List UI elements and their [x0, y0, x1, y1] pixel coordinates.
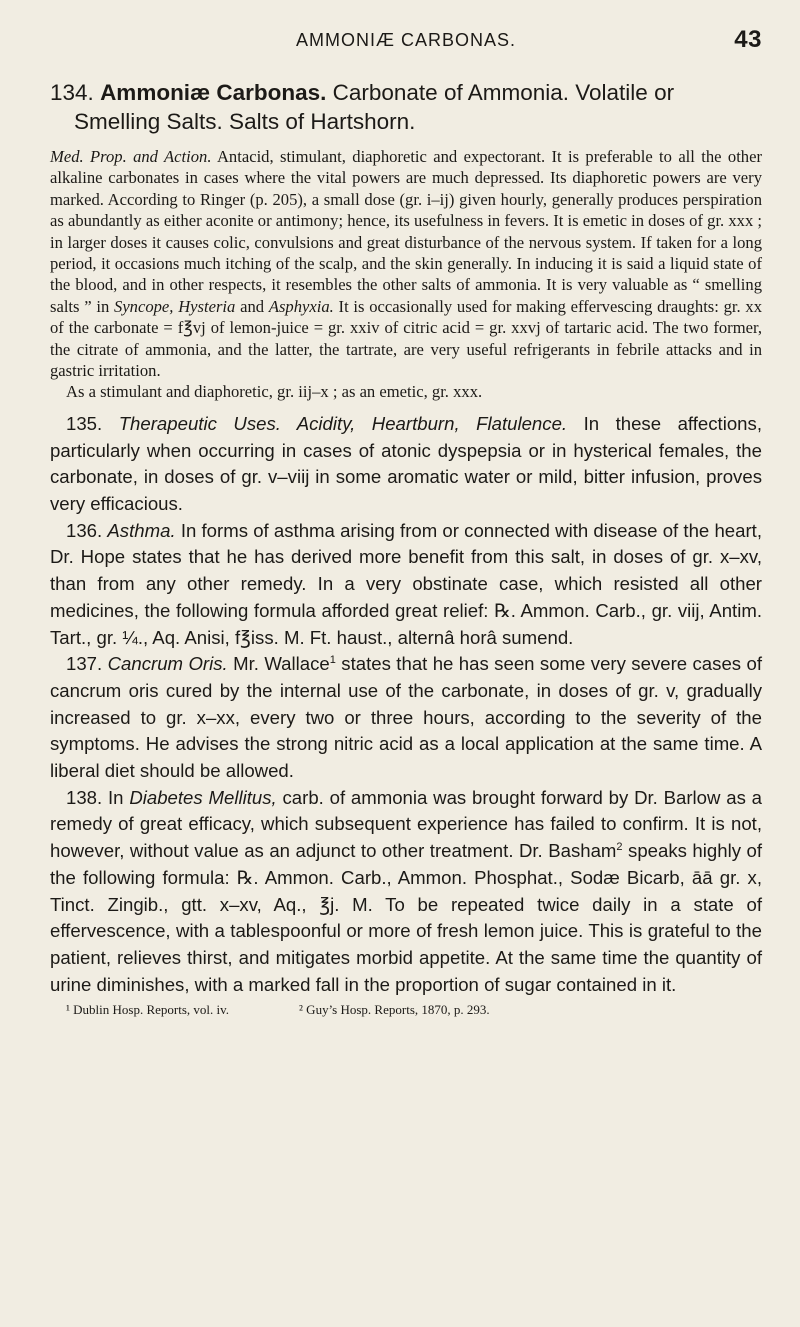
- section-138-text-a: carb. of ammonia was brought forward by Dr. Barlow as a remedy of great efficacy, which subsequent experience has failed to confirm. It is not, however, without value as an adjunct to other treatment. Dr. Basham: [50, 786, 763, 862]
- entry-synonyms: Carbonate of Ammonia. Volatile or Smelling Salts. Salts of Hartshorn.: [74, 80, 675, 134]
- footnote-ref-1: 1: [329, 654, 336, 667]
- section-136-number: 136.: [66, 519, 103, 541]
- section-136-text: In forms of asthma arising from or connected with disease of the heart, Dr. Hope states that he has derived more benefit from this salt, in doses of gr. x–xv, than from any other remedy. In a very obstinate case, which resisted all other medicines, the following formula afforded great relief: ℞. Ammon. Carb., gr. viij, Antim. Tart., gr. ¼., Aq. Anisi, f℥iss. M. Ft. haust., alternâ horâ sumend.: [50, 519, 762, 648]
- page-number: 43: [734, 26, 762, 53]
- properties-italic-last: Asphyxia.: [268, 296, 334, 316]
- properties-and: and: [240, 296, 265, 316]
- section-138-number: 138.: [66, 786, 103, 808]
- section-135-title: Therapeutic Uses. Acidity, Heartburn, Flatulence.: [118, 412, 568, 434]
- footnotes: [50, 1002, 762, 1018]
- section-138-title: Diabetes Mellitus,: [129, 786, 277, 808]
- section-137-text-b: states that he has seen some very severe cases of cancrum oris cured by the internal use of the carbonate, in doses of gr. v, gradually increased to gr. x–xx, every two or three hours, according to the severity of the symptoms. He advises the strong nitric acid as a local application at the same time. A liberal diet should be allowed.: [50, 653, 762, 782]
- properties-label: Med. Prop. and Action.: [50, 147, 212, 166]
- footnote-2: ² Guy’s Hosp. Reports, 1870, p. 293.: [299, 1002, 490, 1018]
- section-137-number: 137.: [66, 653, 103, 675]
- footnote-1: ¹ Dublin Hosp. Reports, vol. iv.: [66, 1002, 230, 1018]
- section-136: [50, 518, 762, 652]
- dose-line: As a stimulant and diaphoretic, gr. iij–x ; as an emetic, gr. xxx.: [66, 382, 483, 402]
- properties-text: Antacid, stimulant, diaphoretic and expectorant. It is preferable to all the other alkaline carbonates in cases where the vital powers are much depressed. Its diaphoretic powers are very marked. According to Ringer (p. 205), a small dose (gr. i–ij) given hourly, generally produces perspiration as abundantly as either aconite or antimony; hence, its usefulness in fevers. It is emetic in doses of gr. xxx ; in larger doses it causes colic, convulsions and great disturbance of the nervous system. If taken for a long period, it occasions much itching of the scalp, and the skin generally. In inducing it is said a liquid state of the blood, and in other respects, it resembles the other salts of ammonia. It is very valuable as “ smelling salts ” in: [50, 147, 762, 316]
- properties-italic-terms: Syncope, Hysteria: [114, 296, 236, 316]
- section-138-text-b: speaks highly of the following formula: ℞. Ammon. Carb., Ammon. Phosphat., Sodæ Bicarb, āā gr. x, Tinct. Zingib., gtt. x–xv, Aq., ℥j. M. To be repeated twice daily in a state of effervescence, with a tablespoonful or more of fresh lemon juice. This is grateful to the patient, relieves thirst, and mitigates morbid appetite. At the same time the quantity of urine diminishes, with a marked fall in the proportion of sugar contained in it.: [50, 840, 762, 995]
- section-137: [50, 651, 762, 785]
- section-137-title: Cancrum Oris.: [107, 653, 228, 675]
- running-head: [50, 24, 762, 60]
- section-138: [50, 785, 762, 999]
- footnote-ref-2: 2: [616, 840, 623, 853]
- properties-text-after: It is occasionally used for making effervescing draughts: gr. xx of the carbonate = f℥vj of lemon-juice = gr. xxiv of citric acid = gr. xxvj of tartaric acid. The two former, the citrate of ammonia, and the latter, the tartrate, are very useful refrigerants in febrile attacks and in gastric irritation.: [50, 296, 762, 381]
- section-135-text: In these affections, particularly when occurring in cases of atonic dyspepsia or in hysterical females, the carbonate, in doses of gr. v–viij in some aromatic water or mild, bitter infusion, proves very efficacious.: [50, 412, 762, 514]
- section-138-lead: In: [108, 786, 124, 808]
- entry-number: 134.: [50, 80, 94, 105]
- main-text: [50, 411, 762, 998]
- entry-heading: [50, 78, 762, 136]
- section-136-title: Asthma.: [107, 519, 176, 541]
- section-137-text-a: Mr. Wallace: [233, 653, 330, 675]
- running-title: AMMONIÆ CARBONAS.: [295, 30, 517, 50]
- properties-paragraph: [50, 146, 762, 381]
- entry-name: Ammoniæ Carbonas.: [100, 80, 327, 105]
- section-135-number: 135.: [66, 412, 103, 434]
- section-135: [50, 411, 762, 518]
- properties-block: [50, 146, 762, 403]
